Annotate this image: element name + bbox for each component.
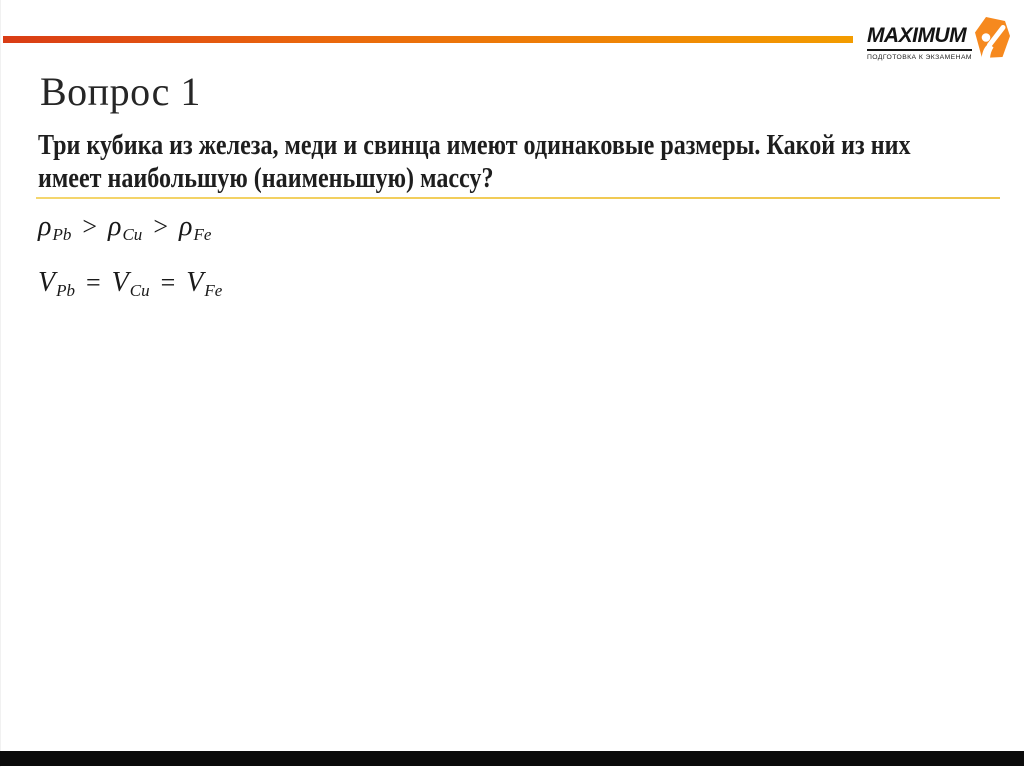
slide-title: Вопрос 1: [40, 69, 201, 114]
math-subscript: Cu: [122, 225, 143, 244]
math-operator: >: [153, 212, 168, 241]
gold-divider-line: [36, 197, 1000, 199]
math-subscript: Fe: [204, 281, 223, 300]
brand-logo-text: [867, 25, 972, 61]
brand-wordmark: MAXIMUM: [867, 25, 972, 51]
question-line-2: имеет наибольшую (наименьшую) массу?: [38, 163, 494, 194]
brand-tagline: ПОДГОТОВКА К ЭКЗАМЕНАМ: [866, 53, 972, 61]
question-text: [38, 129, 910, 195]
math-operator: >: [82, 212, 98, 241]
formula-volume-equality: [38, 267, 222, 301]
math-var: ρ: [178, 211, 193, 242]
math-var: V: [186, 267, 204, 298]
math-subscript: Pb: [56, 281, 75, 300]
math-var: ρ: [38, 211, 52, 242]
person-raised-arm-badge-icon: [975, 17, 1010, 59]
math-subscript: Cu: [129, 281, 150, 300]
question-line-1: Три кубика из железа, меди и свинца имеют одинаковые размеры. Какой из них: [38, 130, 911, 161]
formula-density-inequality: [38, 211, 211, 245]
accent-gradient-line: [3, 36, 853, 43]
math-operator: =: [160, 268, 176, 297]
brand-logo: [867, 25, 1010, 61]
math-var: ρ: [108, 211, 122, 242]
math-operator: =: [86, 268, 101, 297]
bottom-black-bar: [0, 751, 1024, 766]
math-var: V: [111, 267, 129, 298]
math-var: V: [38, 267, 56, 298]
math-subscript: Fe: [193, 225, 212, 244]
math-subscript: Pb: [52, 225, 72, 244]
